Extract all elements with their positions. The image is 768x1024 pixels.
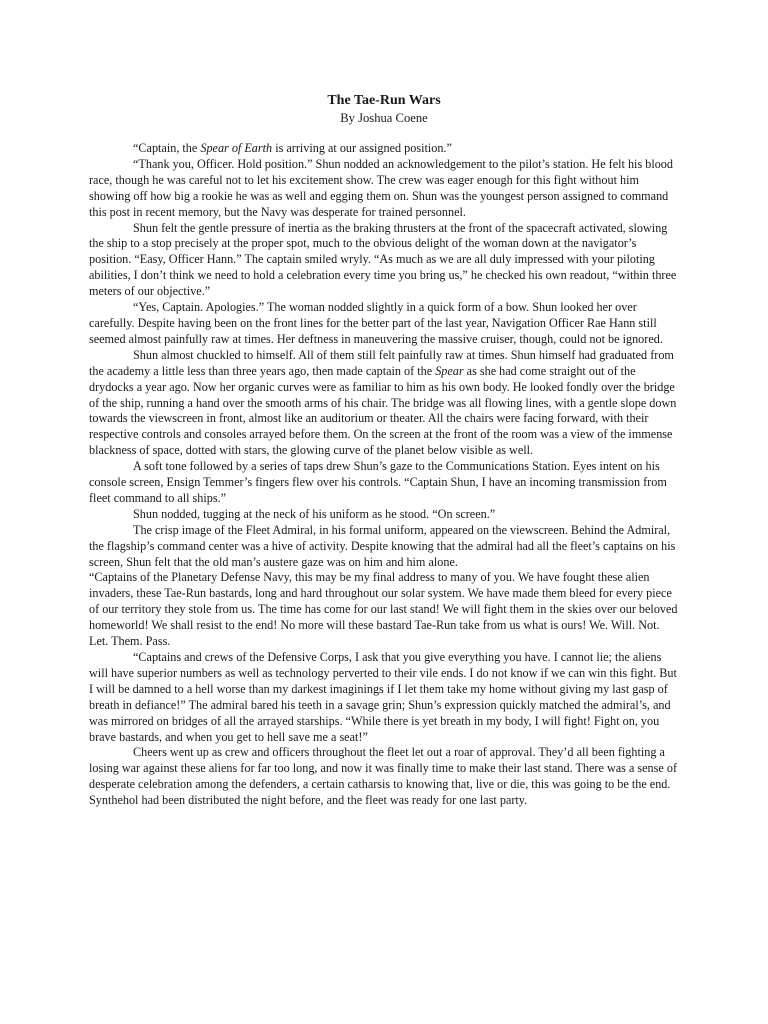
paragraph-text: “Captains and crews of the Defensive Corps, I ask that you give everything you have. I cannot lie; the aliens will have superior numbers as well as technology perverted to their vile ends. I do not know if we can win this fight. But I will be damned to a hell worse than my darkest imaginings if I let them take my home without giving my last gasp of breath in defiance!” The admiral bared his teeth in a savage grin; Shun’s expression quickly matched the admiral’s, and was mirrored on bridges of all the arrayed starships. “While there is yet breath in my body, I will fight! Fight on, you brave bastards, and when you get to hell save me a seat!” bbox=[89, 650, 677, 744]
paragraph-text: is arriving at our assigned position.” bbox=[272, 141, 452, 155]
paragraph bbox=[89, 650, 679, 745]
paragraph-text: A soft tone followed by a series of taps drew Shun’s gaze to the Communications Station. Eyes intent on his console screen, Ensign Temmer’s fingers flew over his controls. “Captain Shun, I have an incoming transmission from fleet command to all ships.” bbox=[89, 459, 667, 505]
paragraph bbox=[89, 523, 679, 571]
document-body bbox=[89, 141, 679, 809]
paragraph-text: as she had come straight out of the drydocks a year ago. Now her organic curves were as familiar to him as his own body. He looked fondly over the bridge of the ship, running a hand over the smooth arms of his chair. The bridge was all flowing lines, with a gentle slope down towards the viewscreen in front, almost like an auditorium or theater. All the chairs were facing forward, with their respective controls and consoles arrayed before them. On the screen at the front of the room was a view of the immense blackness of space, dotted with stars, the glowing curve of the planet below visible as well. bbox=[89, 363, 677, 458]
paragraph-text: The crisp image of the Fleet Admiral, in his formal uniform, appeared on the viewscreen. Behind the Admiral, the flagship’s command center was a hive of activity. Despite knowing that the admiral had all the fleet’s captains on his screen, Shun felt that the old man’s austere gaze was on him and him alone. bbox=[89, 522, 676, 569]
paragraph bbox=[89, 507, 679, 523]
italic-text: Spear bbox=[435, 363, 464, 378]
document-byline: By Joshua Coene bbox=[340, 111, 428, 125]
paragraph bbox=[89, 157, 679, 221]
paragraph-text: “Captains of the Planetary Defense Navy, this may be my final address to many of you. We have fought these alien invaders, these Tae-Run bastards, long and hard throughout our solar system. We have made them bleed for every piece of our territory they stole from us. The time has come for our last stand! We will fight them in the skies over our beloved homeworld! We shall resist to the end! No more will these bastard Tae-Run take from us what is ours! We. Will. Not. Let. Them. Pass. bbox=[89, 570, 678, 649]
paragraph-text: Shun almost chuckled to himself. All of them still felt painfully raw at times. Shun himself had graduated from the academy a little less than three years ago, then made captain of the bbox=[89, 347, 674, 378]
paragraph bbox=[89, 141, 679, 157]
paragraph bbox=[89, 300, 679, 348]
paragraph bbox=[89, 570, 679, 650]
paragraph-text: Cheers went up as crew and officers throughout the fleet let out a roar of approval. They’d all been fighting a losing war against these aliens for far too long, and now it was finally time to make their last stand. There was a sense of desperate celebration among the defenders, a certain catharsis to knowing that, live or die, this was going to be the end. Synthehol had been distributed the night before, and the fleet was ready for one last party. bbox=[89, 745, 678, 808]
paragraph-text: Shun nodded, tugging at the neck of his uniform as he stood. “On screen.” bbox=[133, 506, 496, 521]
document-page bbox=[89, 92, 679, 809]
paragraph bbox=[89, 745, 679, 809]
paragraph-text: “Thank you, Officer. Hold position.” Shun nodded an acknowledgement to the pilot’s station. He felt his blood race, though he was careful not to let his excitement show. The crew was eager enough for this fight without him showing off how big a rookie he was as well and egging them on. Shun was the youngest person assigned to command this post in recent memory, but the Navy was desperate for trained personnel. bbox=[89, 156, 673, 219]
paragraph-text: “Yes, Captain. Apologies.” The woman nodded slightly in a quick form of a bow. Shun looked her over carefully. Despite having been on the front lines for the better part of the last year, Navigation Officer Rae Hann still seemed almost painfully raw at times. Her deftness in maneuvering the massive cruiser, though, could not be ignored. bbox=[89, 300, 663, 346]
document-title: The Tae-Run Wars bbox=[327, 93, 441, 108]
paragraph-text: Shun felt the gentle pressure of inertia as the braking thrusters at the front of the spacecraft activated, slowing the ship to a stop precisely at the proper spot, much to the obvious delight of the woman down at the navigator’s position. “Easy, Officer Hann.” The captain smiled wryly. “As much as we are all duly impressed with your piloting abilities, I don’t think we need to hold a celebration every time you bring us,” he checked his own readout, “within three meters of our objective.” bbox=[89, 220, 677, 299]
paragraph bbox=[89, 459, 679, 507]
paragraph bbox=[89, 221, 679, 301]
paragraph-text: “Captain, the bbox=[133, 141, 201, 155]
italic-text: Spear of Earth bbox=[200, 141, 273, 155]
paragraph bbox=[89, 348, 679, 459]
